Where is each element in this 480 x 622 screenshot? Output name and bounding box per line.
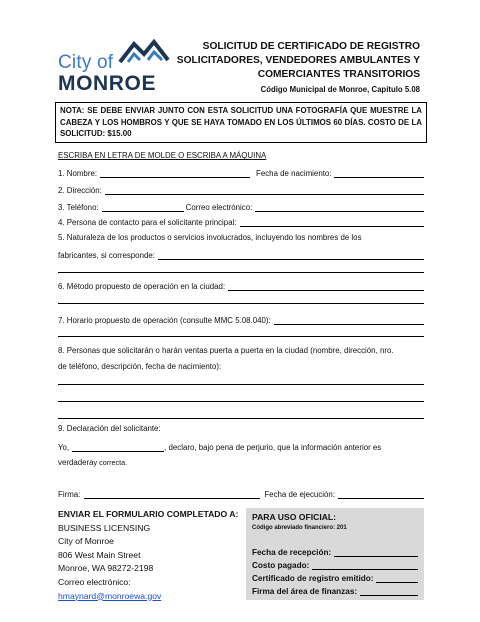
title-line-1: SOLICITUD DE CERTIFICADO DE REGISTRO [202,41,420,52]
issued-label: Certificado de registro emitido: [252,574,374,583]
declaration-line-2 [58,458,127,467]
contact-label: 4. Persona de contacto para el solicitante principal: [58,218,237,227]
address-label: 2. Dirección: [58,186,102,195]
persons-field-line-1[interactable] [58,384,424,385]
title-line-3: COMERCIANTES TRANSITORIOS [257,69,420,81]
finance-signature-row [252,585,418,596]
declaration-title: 9. Declaración del solicitante: [58,424,161,433]
schedule-label: 7. Horario propuesto de operación (consulte MMC 5.08.040): [58,316,271,325]
phone-email-row [58,201,424,212]
send-to-block [58,508,242,603]
finance-signature-label: Firma del área de finanzas: [252,587,358,596]
received-field[interactable] [334,546,418,557]
declaration-yo: Yo, [58,443,70,452]
method-label: 6. Método propuesto de operación en la ciudad: [58,282,226,291]
method-row [58,280,424,291]
cost-field[interactable] [312,559,418,570]
name-label: 1. Nombre: [58,169,98,178]
method-field[interactable] [228,280,424,291]
email-link[interactable]: hmaynard@monroewa.gov [58,590,162,601]
schedule-field-line-2[interactable] [58,336,424,337]
email-label: Correo electrónico: [185,203,253,212]
declaration-text: , declaro, bajo pena de perjurio, que la información anterior es [164,443,382,452]
received-row [252,546,418,557]
persons-field-line-3[interactable] [58,418,424,419]
send-to-line: 806 West Main Street [58,549,141,560]
nature-field-line-2[interactable] [58,272,424,273]
send-to-line: Monroe, WA 98272-2198 [58,563,154,574]
mountains-icon [118,38,170,64]
signature-row [58,488,424,499]
nature-field[interactable] [158,249,424,260]
schedule-field[interactable] [274,314,424,325]
declaration-true: verdadera [58,458,94,467]
name-dob-row [58,167,424,178]
declaration-correct: y correcta. [93,458,128,467]
send-to-line: City of Monroe [58,536,114,547]
issued-row [252,572,418,583]
form-instruction: ESCRIBA EN LETRA DE MOLDE O ESCRIBA A MÁQUINA [58,151,267,160]
contact-row [58,216,424,227]
official-title: PARA USO OFICIAL: [252,512,337,522]
nature-row [58,249,424,260]
address-row [58,184,424,195]
finance-signature-field[interactable] [360,585,418,596]
email-field[interactable] [255,201,424,212]
persons-label-1: 8. Personas que solicitarán o harán ventas puerta a puerta en la ciudad (nombre, dirección, nro. [58,346,394,355]
signature-field[interactable] [84,488,260,499]
title-line-2: SOLICITADORES, VENDEDORES AMBULANTES Y [176,55,420,67]
declaration-row [58,441,424,452]
phone-label: 3. Teléfono: [58,203,99,212]
dob-label: Fecha de nacimiento: [256,169,332,178]
send-to-line: BUSINESS LICENSING [58,522,151,533]
exec-date-field[interactable] [338,488,424,499]
exec-date-label: Fecha de ejecución: [264,490,335,499]
nature-label-1: 5. Naturaleza de los productos o servicios involucrados, incluyendo los nombres de los [58,233,362,242]
logo-city-text: City of [58,52,114,73]
declarant-name-field[interactable] [72,441,164,452]
cost-row [252,559,418,570]
municipal-code: Código Municipal de Monroe, Capítulo 5.08 [260,84,420,94]
send-to-line: Correo electrónico: [58,576,131,587]
issued-field[interactable] [376,572,418,583]
received-label: Fecha de recepción: [252,548,332,557]
dob-field[interactable] [334,167,424,178]
cost-label: Costo pagado: [252,561,310,570]
form-title [177,40,420,96]
schedule-row [58,314,424,325]
photo-note: NOTA: SE DEBE ENVIAR JUNTO CON ESTA SOLICITUD UNA FOTOGRAFÍA QUE MUESTRE LA CABEZA Y LOS HOMBROS Y QUE SE HAYA TOMADO EN LOS ÚLTIMOS 60 DÍAS. COSTO DE LA SOLICITUD: $15.00 [55,102,427,143]
contact-field[interactable] [240,216,424,227]
method-field-line-2[interactable] [58,303,424,304]
nature-label-2: fabricantes, si corresponde: [58,251,155,260]
official-use-box [246,508,424,600]
name-field[interactable] [100,167,250,178]
signature-label: Firma: [58,490,81,499]
persons-field-line-2[interactable] [58,401,424,402]
logo-monroe-text: MONROE [58,72,157,95]
address-field[interactable] [105,184,424,195]
send-to-title: ENVIAR EL FORMULARIO COMPLETADO A: [58,509,239,519]
city-logo [58,38,168,96]
phone-field[interactable] [102,201,184,212]
persons-label-2: de teléfono, descripción, fecha de nacimiento): [58,362,222,371]
finance-code: Código abreviado financiero: 201 [252,525,347,531]
